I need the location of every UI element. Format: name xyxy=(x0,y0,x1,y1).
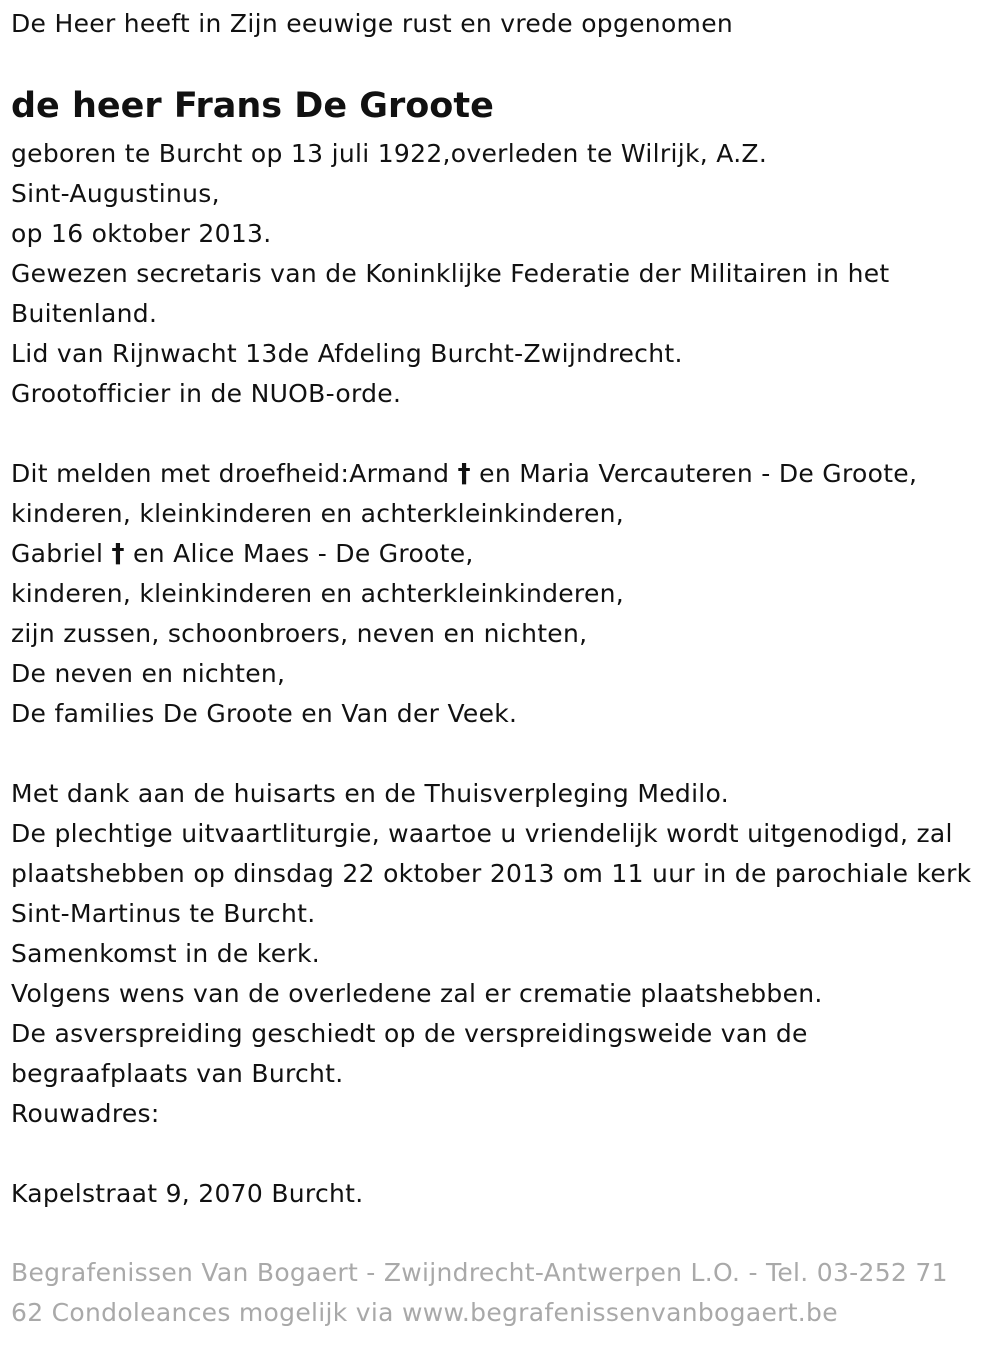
footer-line: Begrafenissen Van Bogaert - Zwijndrecht-Antwerpen L.O. - Tel. 03-252 71 xyxy=(11,1258,948,1287)
bio-line: Buitenland. xyxy=(11,299,158,328)
bio-line: Gewezen secretaris van de Koninklijke Federatie der Militairen in het xyxy=(11,259,890,288)
bio-line: op 16 oktober 2013. xyxy=(11,219,272,248)
mourner-line xyxy=(11,454,917,494)
mourners-section xyxy=(11,454,917,734)
mourner-line: zijn zussen, schoonbroers, neven en nichten, xyxy=(11,619,588,648)
mourner-line: De neven en nichten, xyxy=(11,659,286,688)
bio-line: Lid van Rijnwacht 13de Afdeling Burcht-Zwijndrecht. xyxy=(11,339,683,368)
ceremony-line: Sint-Martinus te Burcht. xyxy=(11,899,316,928)
bio-line: Sint-Augustinus, xyxy=(11,179,220,208)
funeral-home-footer xyxy=(11,1253,996,1333)
bio-line: geboren te Burcht op 13 juli 1922,overleden te Wilrijk, A.Z. xyxy=(11,139,768,168)
footer-line: 62 Condoleances mogelijk via www.begrafenissenvanbogaert.be xyxy=(11,1298,838,1327)
ceremony-line: Volgens wens van de overledene zal er crematie plaatshebben. xyxy=(11,979,823,1008)
mourner-line: De families De Groote en Van der Veek. xyxy=(11,699,518,728)
address-section xyxy=(11,1174,364,1214)
intro-text: De Heer heeft in Zijn eeuwige rust en vrede opgenomen xyxy=(11,9,734,38)
deceased-name: de heer Frans De Groote xyxy=(11,86,494,126)
ceremony-line: Samenkomst in de kerk. xyxy=(11,939,320,968)
ceremony-line: De plechtige uitvaartliturgie, waartoe u vriendelijk wordt uitgenodigd, zal xyxy=(11,819,953,848)
ceremony-line: plaatshebben op dinsdag 22 oktober 2013 om 11 uur in de parochiale kerk xyxy=(11,859,972,888)
ceremony-line: Rouwadres: xyxy=(11,1099,160,1128)
mourner-line xyxy=(11,534,917,574)
mourner-text: en Alice Maes - De Groote, xyxy=(133,539,474,568)
bio-section xyxy=(11,134,890,414)
cross-icon: † xyxy=(111,539,125,569)
ceremony-line: begraafplaats van Burcht. xyxy=(11,1059,344,1088)
ceremony-line: De asverspreiding geschiedt op de verspreidingsweide van de xyxy=(11,1019,808,1048)
mourning-address: Kapelstraat 9, 2070 Burcht. xyxy=(11,1179,364,1208)
mourner-text: en Maria Vercauteren - De Groote, xyxy=(479,459,918,488)
ceremony-line: Met dank aan de huisarts en de Thuisverpleging Medilo. xyxy=(11,779,729,808)
mourner-line: kinderen, kleinkinderen en achterkleinkinderen, xyxy=(11,499,625,528)
mourner-line: kinderen, kleinkinderen en achterkleinkinderen, xyxy=(11,579,625,608)
cross-icon: † xyxy=(457,459,471,489)
bio-line: Grootofficier in de NUOB-orde. xyxy=(11,379,402,408)
ceremony-section xyxy=(11,774,971,1134)
mourner-text: Dit melden met droefheid:Armand xyxy=(11,459,450,488)
mourner-text: Gabriel xyxy=(11,539,104,568)
